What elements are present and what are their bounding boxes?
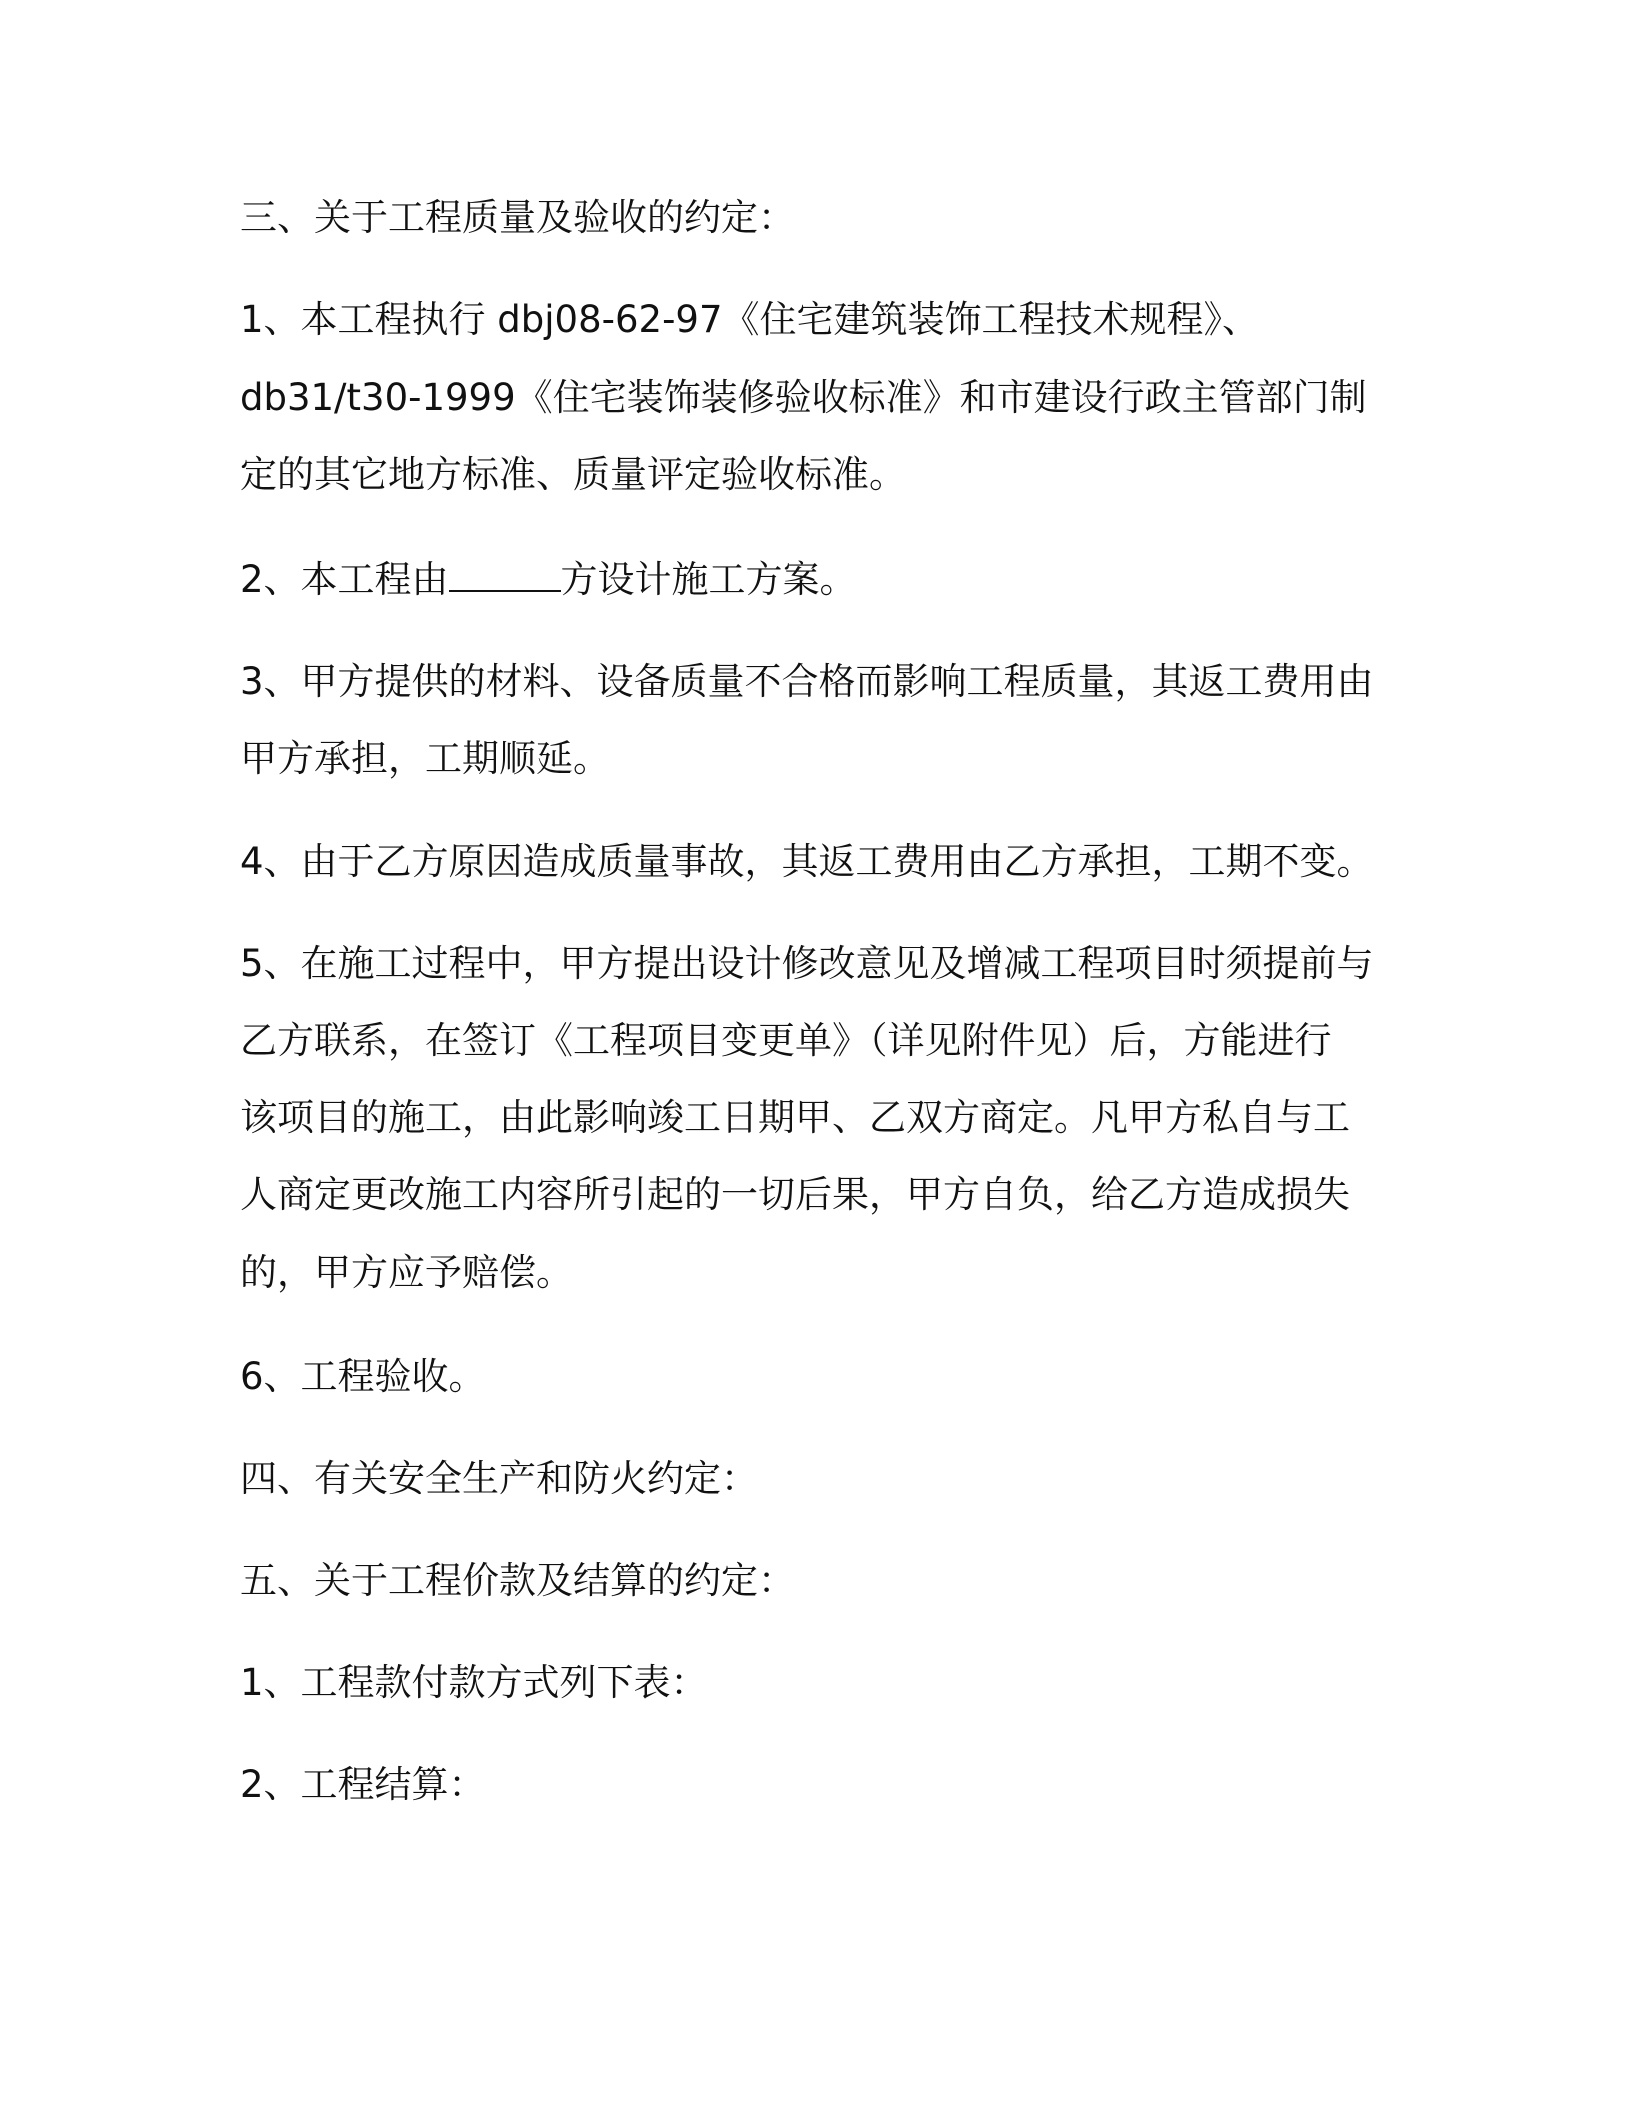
section-5-item-1: 1、工程款付款方式列下表： [240, 1661, 708, 1704]
section-3-heading: 三、关于工程质量及验收的约定： [240, 196, 795, 239]
section-3-item-6: 6、工程验收。 [240, 1355, 486, 1398]
section-4-heading: 四、有关安全生产和防火约定： [240, 1457, 758, 1500]
section-3-item-3-line-1: 3、甲方提供的材料、设备质量不合格而影响工程质量，其返工费用由 [240, 660, 1374, 703]
fill-in-blank [449, 556, 561, 592]
section-3-item-4: 4、由于乙方原因造成质量事故，其返工费用由乙方承担，工期不变。 [240, 840, 1374, 883]
section-3-item-3-line-2: 甲方承担，工期顺延。 [240, 737, 610, 780]
section-3-item-1-line-3: 定的其它地方标准、质量评定验收标准。 [240, 453, 906, 496]
section-3-item-5-line-4: 人商定更改施工内容所引起的一切后果，甲方自负，给乙方造成损失 [240, 1173, 1350, 1216]
section-3-item-5-line-2: 乙方联系，在签订《工程项目变更单》（详见附件见）后，方能进行 [240, 1019, 1332, 1062]
section-3-item-5-line-5: 的，甲方应予赔偿。 [240, 1251, 573, 1294]
section-3-item-5-line-3: 该项目的施工，由此影响竣工日期甲、乙双方商定。凡甲方私自与工 [240, 1096, 1350, 1139]
section-5-heading: 五、关于工程价款及结算的约定： [240, 1559, 795, 1602]
section-3-item-1-line-1: 1、本工程执行 dbj08-62-97《住宅建筑装饰工程技术规程》、 [240, 298, 1259, 341]
section-3-item-2-suffix: 方设计施工方案。 [560, 558, 857, 601]
section-3-item-2-prefix: 2、本工程由 [240, 558, 449, 601]
section-3-item-1-line-2: db31/t30-1999《住宅装饰装修验收标准》和市建设行政主管部门制 [240, 376, 1367, 419]
section-5-item-2: 2、工程结算： [240, 1763, 486, 1806]
section-3-item-2 [240, 555, 857, 605]
section-3-item-5-line-1: 5、在施工过程中，甲方提出设计修改意见及增减工程项目时须提前与 [240, 942, 1374, 985]
